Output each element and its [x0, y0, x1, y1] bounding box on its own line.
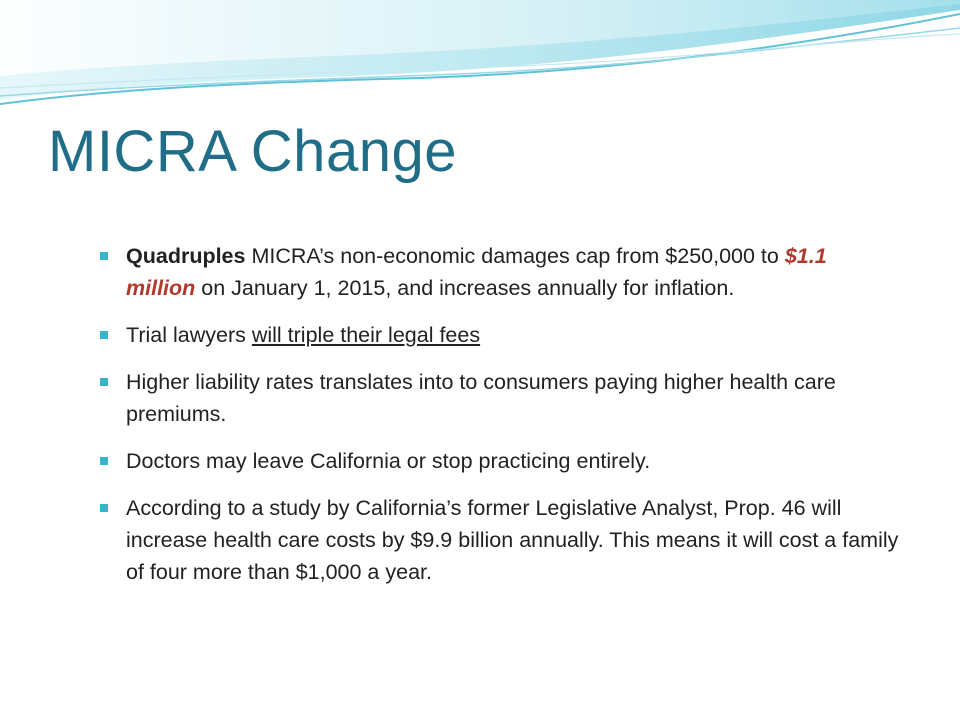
bullet-text: Higher liability rates translates into to consumers paying higher health care premiums. [126, 370, 836, 426]
bullet-item-cost-study [100, 492, 900, 588]
square-bullet-icon [100, 504, 108, 512]
bullet-text: MICRA’s non-economic damages cap from $250,000 to [245, 244, 785, 268]
bullet-item-legal-fees [100, 319, 900, 351]
bullet-text: According to a study by California’s former Legislative Analyst, Prop. 46 will increase health care costs by $9.9 billion annually. This means it will cost a family of four more than $1,000 a year. [126, 496, 899, 584]
slide-title: MICRA Change [48, 119, 457, 184]
bullet-highlight-amount: $1.1 million [126, 244, 827, 300]
bullet-item-doctors-leave [100, 445, 900, 477]
bullet-item-liability-rates [100, 366, 900, 430]
bullet-item-micra-cap [100, 240, 900, 304]
square-bullet-icon [100, 457, 108, 465]
bullet-text: on January 1, 2015, and increases annually for inflation. [195, 276, 735, 300]
square-bullet-icon [100, 252, 108, 260]
bullet-list [100, 240, 900, 603]
square-bullet-icon [100, 378, 108, 386]
bullet-underlined-text: will triple their legal fees [251, 323, 481, 347]
bullet-text: Trial lawyers [126, 323, 252, 347]
square-bullet-icon [100, 331, 108, 339]
bullet-text: Doctors may leave California or stop practicing entirely. [126, 449, 651, 473]
decorative-wave-header [0, 0, 960, 120]
bullet-bold-lead: Quadruples [126, 244, 246, 268]
